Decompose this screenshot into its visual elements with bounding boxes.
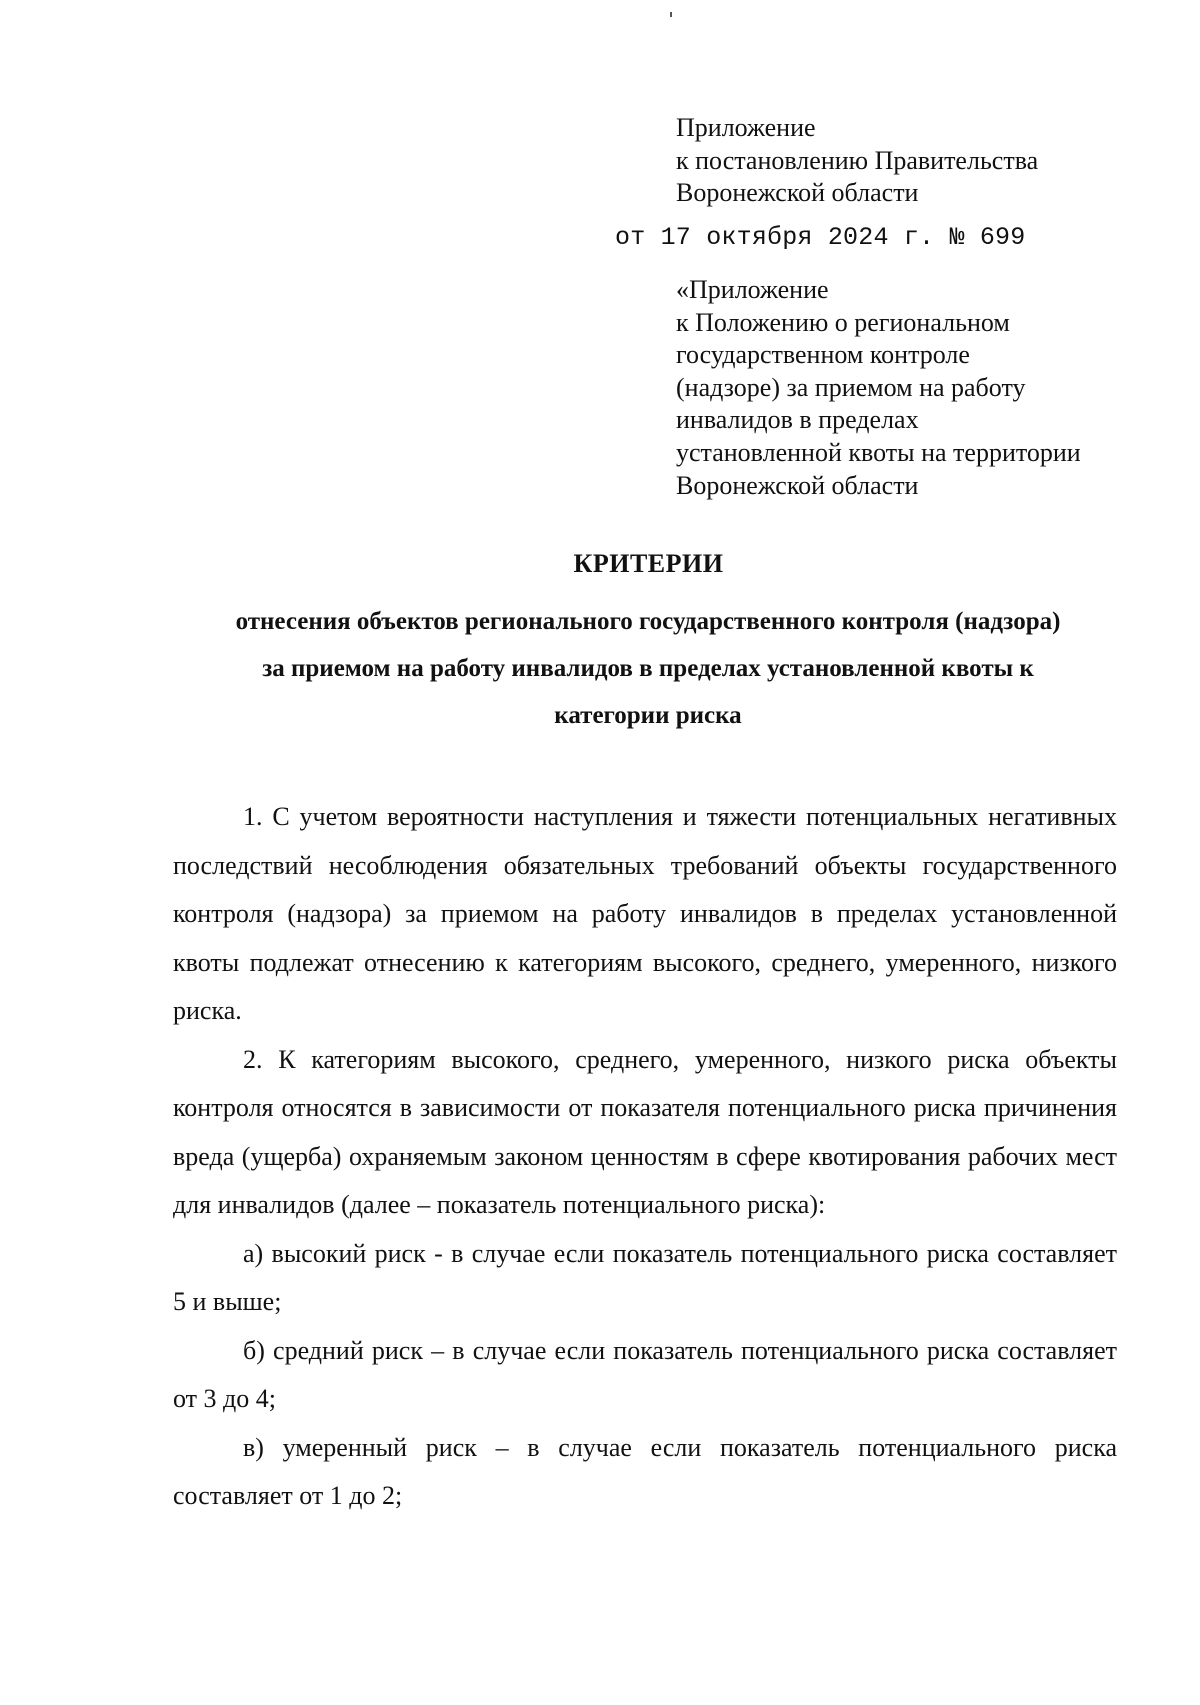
paragraph-2: 2. К категориям высокого, среднего, умеренного, низкого риска объекты контроля относятся в зависимости от показателя потенциального риска причинения вреда (ущерба) охраняемым законом ценностям в сфере квотирования рабочих мест для инвалидов (далее – показатель потенциального риска):: [173, 1044, 1117, 1219]
annex-line: установленной квоты на территории: [676, 437, 1081, 467]
annex-line: государственном контроле: [676, 340, 970, 370]
decree-reference: от 17 октября 2024 г. № 699: [615, 223, 1026, 252]
approval-line: Приложение: [676, 113, 816, 142]
approval-line: Воронежской области: [676, 178, 919, 207]
subtitle-line: за приемом на работу инвалидов в пределах установленной квоты к: [262, 655, 1034, 682]
annex-block: [676, 274, 1081, 502]
approval-line: к постановлению Правительства: [676, 145, 1039, 175]
document-body: [173, 793, 1117, 1521]
annex-line: инвалидов в пределах: [676, 405, 919, 435]
annex-line: к Положению о региональном: [676, 307, 1010, 337]
paragraph-item-c: в) умеренный риск – в случае если показатель потенциального риска составляет от 1 до 2;: [173, 1432, 1117, 1510]
subtitle-line: отнесения объектов регионального государственного контроля (надзора): [235, 608, 1061, 635]
annex-line: (надзоре) за приемом на работу: [676, 372, 1026, 402]
paragraph-1: 1. С учетом вероятности наступления и тяжести потенциальных негативных последствий несоблюдения обязательных требований объекты государственного контроля (надзора) за приемом на работу инвалидов в пределах установленной квоты подлежат отнесению к категориям высокого, среднего, умеренного, низкого риска.: [173, 802, 1117, 1025]
paragraph-item-b: б) средний риск – в случае если показатель потенциального риска составляет от 3 до 4;: [173, 1335, 1117, 1413]
scan-mark: [670, 12, 672, 17]
annex-line: «Приложение: [676, 275, 829, 304]
paragraph-item-a: а) высокий риск - в случае если показатель потенциального риска составляет 5 и выше;: [173, 1238, 1117, 1316]
approval-block: [676, 112, 1038, 210]
subtitle-line: категории риска: [554, 702, 742, 729]
document-title: КРИТЕРИИ: [573, 549, 724, 578]
annex-line: Воронежской области: [676, 470, 919, 500]
document-subtitle: [172, 598, 1124, 739]
